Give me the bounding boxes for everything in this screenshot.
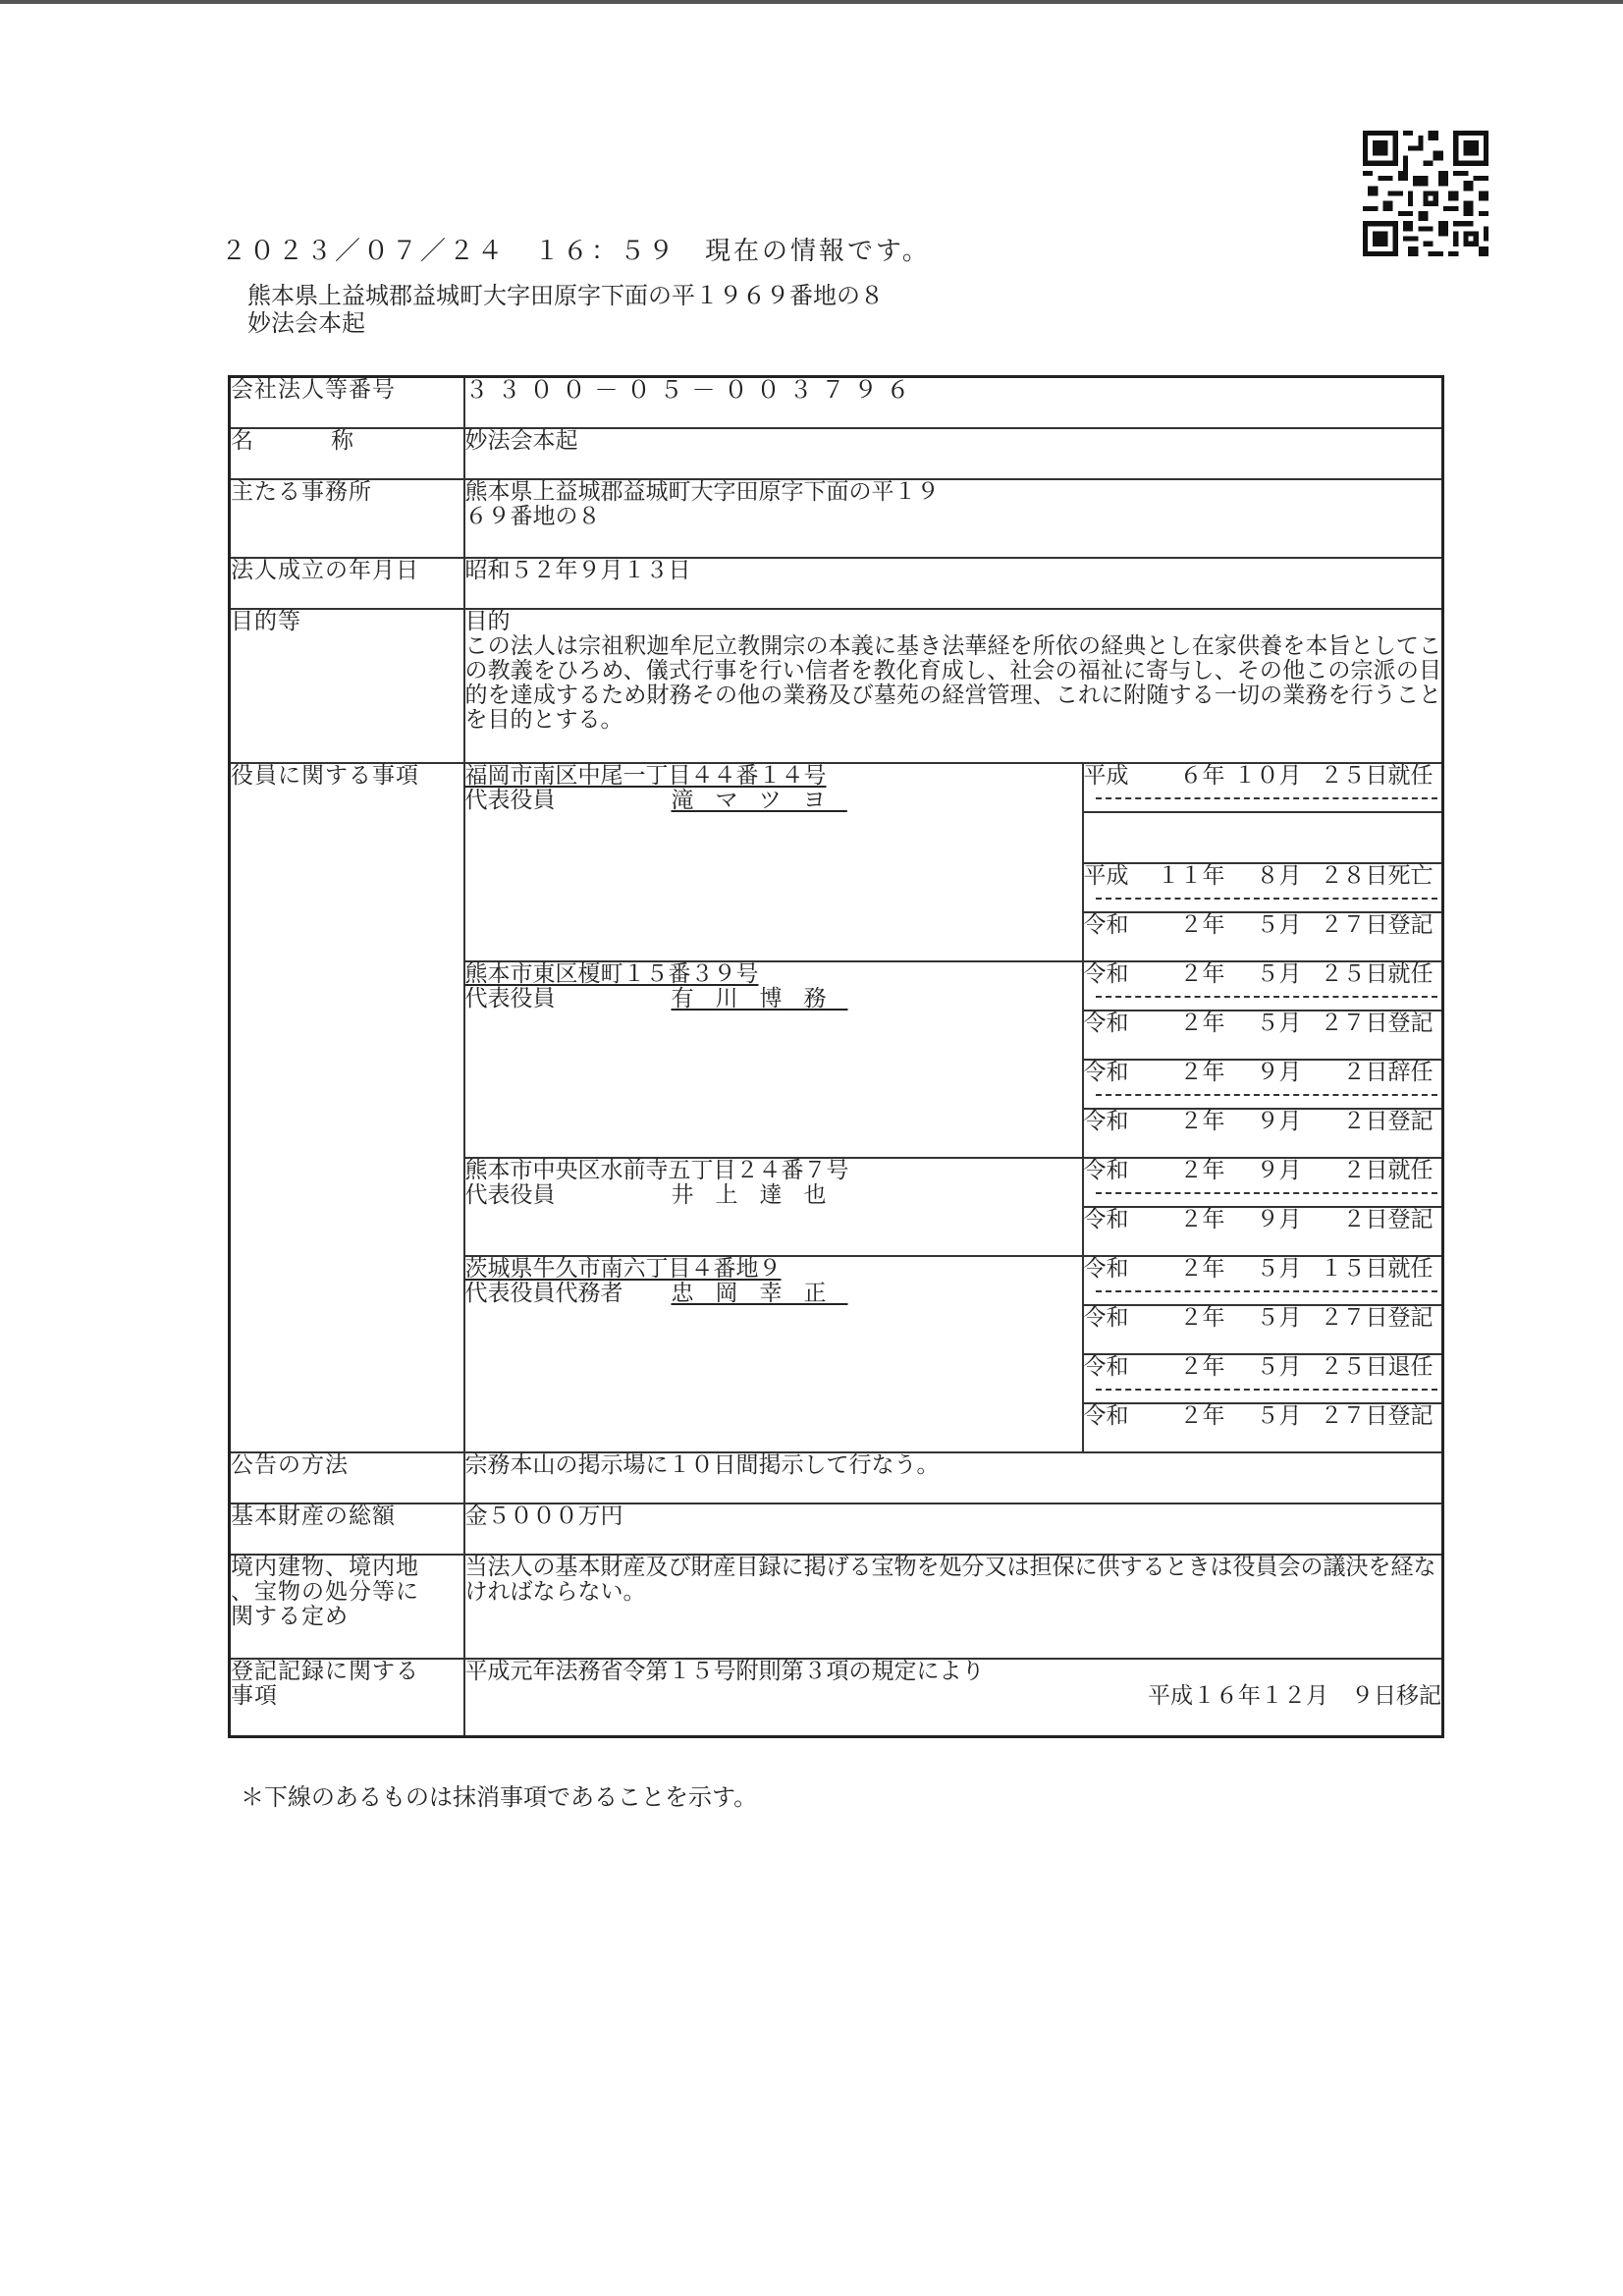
- officer-entry: [464, 1158, 1083, 1256]
- officer-address: 熊本市東区榎町１５番３９号: [464, 960, 759, 987]
- purpose-title: 目的: [464, 608, 511, 634]
- established-label: 法人成立の年月日: [230, 558, 464, 609]
- date-month: ５月: [1256, 1255, 1302, 1282]
- officer-role-line: [465, 987, 1082, 1011]
- row-notice: [230, 1452, 1443, 1503]
- office-line-2: ６９番地の８: [464, 503, 601, 529]
- date-era: 令和: [1083, 1255, 1129, 1282]
- row-established: [230, 558, 1443, 609]
- purpose-text: この法人は宗祖釈迦牟尼立教開宗の本義に基き法華経を所依の経典とし在家供養を本旨としてこの教義をひろめ、儀式行事を行い信者を教化育成し、社会の福祉に寄与し、その他この宗派の目的を達成するため財務その他の業務及び墓苑の経営管理、これに附随する一切の業務を行うことを目的とする。: [464, 632, 1441, 733]
- date-era: 令和: [1083, 1108, 1129, 1134]
- date-month: ５月: [1256, 960, 1302, 987]
- registry-value: [464, 1659, 1443, 1737]
- date-month: ５月: [1256, 911, 1302, 938]
- officer-date: [1083, 961, 1443, 1011]
- date-year: ２年: [1179, 960, 1225, 987]
- registry-text: 平成元年法務省令第１５号附則第３項の規定により: [464, 1658, 985, 1684]
- date-event: 登記: [1387, 1108, 1434, 1134]
- date-year: ２年: [1179, 1010, 1225, 1036]
- name-label: 名 称: [230, 428, 464, 479]
- officer-date: [1083, 1207, 1443, 1256]
- date-event: 登記: [1387, 1010, 1434, 1036]
- date-year: ２年: [1179, 1108, 1225, 1134]
- assets-value: 金５０００万円: [464, 1503, 1443, 1555]
- registry-table: [228, 375, 1444, 1738]
- scan-top-edge: [0, 0, 1623, 4]
- date-year: ２年: [1179, 1255, 1225, 1282]
- header-address: 熊本県上益城郡益城町大字田原字下面の平１９６９番地の８: [247, 282, 884, 309]
- officer-row: [230, 763, 1443, 812]
- date-year: ６年: [1179, 762, 1225, 789]
- date-month: ５月: [1256, 1402, 1302, 1429]
- date-year: ２年: [1179, 1402, 1225, 1429]
- officer-name: 忠岡幸正: [671, 1280, 848, 1306]
- date-day: ２５日: [1320, 1353, 1388, 1380]
- date-event: 登記: [1387, 1402, 1434, 1429]
- office-line-1: 熊本県上益城郡益城町大字田原字下面の平１９: [464, 478, 940, 505]
- date-era: 令和: [1083, 1010, 1129, 1036]
- officer-date: [1083, 1060, 1443, 1109]
- corp-number-value: ３３００－０５－００３７９６: [464, 377, 1443, 428]
- officer-date: [1083, 1354, 1443, 1403]
- date-year: １１年: [1157, 862, 1225, 889]
- date-event: 死亡: [1387, 862, 1434, 889]
- date-year: ２年: [1179, 1304, 1225, 1331]
- purpose-label: 目的等: [230, 609, 464, 763]
- assets-label: 基本財産の総額: [230, 1503, 464, 1555]
- officer-date: [1083, 1109, 1443, 1158]
- date-month: １０月: [1233, 762, 1302, 789]
- row-name: [230, 428, 1443, 479]
- date-era: 令和: [1083, 1402, 1129, 1429]
- notice-value: 宗務本山の掲示場に１０日間掲示して行なう。: [464, 1452, 1443, 1503]
- date-event: 就任: [1387, 1157, 1434, 1183]
- disposal-value: 当法人の基本財産及び財産目録に掲げる宝物を処分又は担保に供するときは役員会の議決を経なければならない。: [464, 1555, 1443, 1659]
- date-year: ２年: [1179, 911, 1225, 938]
- header-corporation-name: 妙法会本起: [247, 309, 365, 337]
- date-month: ９月: [1256, 1206, 1302, 1232]
- date-day: ２日: [1342, 1157, 1388, 1183]
- name-value: 妙法会本起: [464, 428, 1443, 479]
- date-event: 登記: [1387, 1304, 1434, 1331]
- registry-date: 平成１６年１２月 ９日移記: [1148, 1682, 1441, 1709]
- registry-label-line-1: 登記記録に関する: [231, 1658, 419, 1684]
- date-event: 退任: [1387, 1353, 1434, 1380]
- date-era: 平成: [1083, 762, 1129, 789]
- officer-entry: [464, 763, 1083, 961]
- registry-label: [230, 1659, 464, 1737]
- date-day: ２７日: [1320, 1304, 1388, 1331]
- date-era: 令和: [1083, 960, 1129, 987]
- disposal-label-line-2: 、宝物の処分等に: [231, 1578, 419, 1605]
- row-registry: [230, 1659, 1443, 1737]
- date-day: ２日: [1342, 1108, 1388, 1134]
- officer-role: 代表役員: [464, 787, 556, 813]
- officer-role-line: [465, 1183, 1082, 1208]
- date-event: 登記: [1387, 1206, 1434, 1232]
- officer-name: 滝マツヨ: [671, 787, 847, 813]
- office-value: [464, 479, 1443, 558]
- date-month: ９月: [1256, 1157, 1302, 1183]
- disposal-label: [230, 1555, 464, 1659]
- qr-code: [1363, 131, 1488, 256]
- date-era: 令和: [1083, 1157, 1129, 1183]
- date-day: ２５日: [1320, 762, 1388, 789]
- disposal-label-line-1: 境内建物、境内地: [231, 1554, 419, 1580]
- established-value: 昭和５２年９月１３日: [464, 558, 1443, 609]
- date-year: ２年: [1179, 1059, 1225, 1085]
- officer-date: [1083, 763, 1443, 812]
- date-month: ５月: [1256, 1353, 1302, 1380]
- date-era: 令和: [1083, 1304, 1129, 1331]
- officer-address: 茨城県牛久市南六丁目４番地９: [464, 1255, 782, 1282]
- date-day: ２５日: [1320, 960, 1388, 987]
- officer-entry: [464, 1256, 1083, 1452]
- date-day: ２７日: [1320, 911, 1388, 938]
- date-month: ９月: [1256, 1108, 1302, 1134]
- date-day: ２７日: [1320, 1010, 1388, 1036]
- row-corp-number: [230, 377, 1443, 428]
- officer-date-empty: [1083, 812, 1443, 863]
- officer-date: [1083, 863, 1443, 912]
- officer-date: [1083, 1011, 1443, 1060]
- officer-address: 熊本市中央区水前寺五丁目２４番７号: [464, 1157, 849, 1183]
- date-month: ８月: [1256, 862, 1302, 889]
- office-label: 主たる事務所: [230, 479, 464, 558]
- date-year: ２年: [1179, 1157, 1225, 1183]
- date-event: 就任: [1387, 762, 1434, 789]
- officer-date: [1083, 1403, 1443, 1452]
- date-event: 登記: [1387, 911, 1434, 938]
- date-day: ２７日: [1320, 1402, 1388, 1429]
- officers-label: 役員に関する事項: [230, 763, 464, 1452]
- date-day: ２８日: [1320, 862, 1388, 889]
- row-purpose: [230, 609, 1443, 763]
- date-day: ２日: [1342, 1059, 1388, 1085]
- date-event: 就任: [1387, 960, 1434, 987]
- date-era: 令和: [1083, 1059, 1129, 1085]
- officer-name: 井上達也: [671, 1181, 848, 1208]
- officer-role-line: [465, 789, 1082, 813]
- officer-date: [1083, 1158, 1443, 1207]
- date-event: 辞任: [1387, 1059, 1434, 1085]
- row-office: [230, 479, 1443, 558]
- purpose-value: [464, 609, 1443, 763]
- officer-entry: [464, 961, 1083, 1158]
- date-era: 平成: [1083, 862, 1129, 889]
- corp-number-label: 会社法人等番号: [230, 377, 464, 428]
- registry-label-line-2: 事項: [231, 1682, 278, 1709]
- officer-role-line: [465, 1282, 1082, 1306]
- officer-role: 代表役員: [464, 1181, 556, 1208]
- date-month: ５月: [1256, 1010, 1302, 1036]
- date-era: 令和: [1083, 911, 1129, 938]
- date-month: ５月: [1256, 1304, 1302, 1331]
- date-day: ２日: [1342, 1206, 1388, 1232]
- date-year: ２年: [1179, 1353, 1225, 1380]
- officer-role: 代表役員代務者: [464, 1280, 623, 1306]
- info-timestamp: ２０２３／０７／２４ １６：５９ 現在の情報です。: [221, 237, 931, 266]
- row-assets: [230, 1503, 1443, 1555]
- officer-address: 福岡市南区中尾一丁目４４番１４号: [464, 762, 827, 789]
- date-day: １５日: [1320, 1255, 1388, 1282]
- notice-label: 公告の方法: [230, 1452, 464, 1503]
- officer-date: [1083, 1305, 1443, 1354]
- date-event: 就任: [1387, 1255, 1434, 1282]
- officer-date: [1083, 912, 1443, 961]
- row-disposal: [230, 1555, 1443, 1659]
- date-month: ９月: [1256, 1059, 1302, 1085]
- date-year: ２年: [1179, 1206, 1225, 1232]
- officer-name: 有川博務: [671, 985, 848, 1011]
- officer-role: 代表役員: [464, 985, 556, 1011]
- date-era: 令和: [1083, 1353, 1129, 1380]
- date-era: 令和: [1083, 1206, 1129, 1232]
- disposal-label-line-3: 関する定め: [231, 1603, 349, 1629]
- footnote: ＊下線のあるものは抹消事項であることを示す。: [241, 1783, 758, 1811]
- officer-date: [1083, 1256, 1443, 1305]
